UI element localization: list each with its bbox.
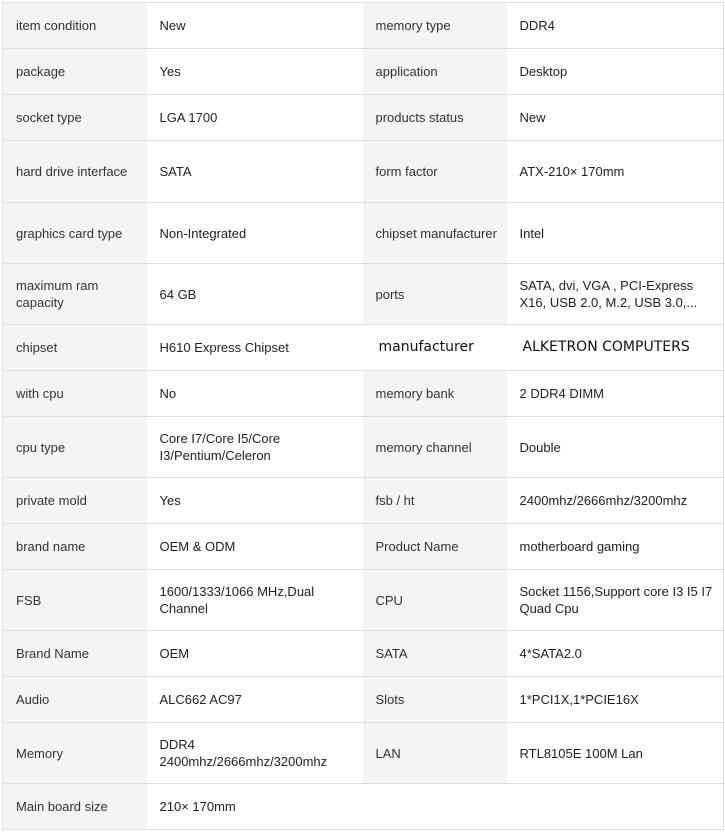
empty-cell	[507, 784, 724, 830]
spec-key: hard drive interface	[3, 141, 147, 203]
spec-key: manufacturer	[363, 325, 507, 371]
spec-key: Brand Name	[3, 631, 147, 677]
spec-key: Audio	[3, 677, 147, 723]
spec-value: 2400mhz/2666mhz/3200mhz	[507, 478, 724, 524]
table-row	[3, 478, 724, 524]
spec-value: 1*PCI1X,1*PCIE16X	[507, 677, 724, 723]
spec-key: form factor	[363, 141, 507, 203]
spec-table-body	[3, 3, 724, 830]
table-row	[3, 524, 724, 570]
spec-value: Intel	[507, 203, 724, 264]
spec-value: DDR4	[507, 3, 724, 49]
spec-value: 2 DDR4 DIMM	[507, 371, 724, 417]
spec-value: Yes	[147, 49, 363, 95]
spec-key: products status	[363, 95, 507, 141]
table-row	[3, 677, 724, 723]
spec-key: with cpu	[3, 371, 147, 417]
table-row	[3, 631, 724, 677]
spec-key: LAN	[363, 723, 507, 784]
spec-value: OEM & ODM	[147, 524, 363, 570]
spec-value: motherboard gaming	[507, 524, 724, 570]
spec-key: application	[363, 49, 507, 95]
spec-value: No	[147, 371, 363, 417]
table-row	[3, 264, 724, 325]
spec-value: Socket 1156,Support core I3 I5 I7 Quad Cpu	[507, 570, 724, 631]
spec-value: ALKETRON COMPUTERS	[507, 325, 724, 371]
spec-key: socket type	[3, 95, 147, 141]
spec-value: ALC662 AC97	[147, 677, 363, 723]
spec-key: cpu type	[3, 417, 147, 478]
spec-value: LGA 1700	[147, 95, 363, 141]
spec-value: SATA	[147, 141, 363, 203]
spec-key: maximum ram capacity	[3, 264, 147, 325]
spec-key: package	[3, 49, 147, 95]
spec-key: FSB	[3, 570, 147, 631]
spec-value: 4*SATA2.0	[507, 631, 724, 677]
spec-value: SATA, dvi, VGA , PCI-Express X16, USB 2.0, M.2, USB 3.0,...	[507, 264, 724, 325]
spec-key: ports	[363, 264, 507, 325]
table-row	[3, 570, 724, 631]
spec-table	[2, 2, 724, 830]
spec-key: CPU	[363, 570, 507, 631]
spec-key: chipset	[3, 325, 147, 371]
table-row	[3, 3, 724, 49]
spec-value: Non-Integrated	[147, 203, 363, 264]
table-row	[3, 141, 724, 203]
spec-value: H610 Express Chipset	[147, 325, 363, 371]
table-row	[3, 95, 724, 141]
table-row	[3, 203, 724, 264]
spec-value: New	[507, 95, 724, 141]
spec-key: SATA	[363, 631, 507, 677]
spec-key: fsb / ht	[363, 478, 507, 524]
spec-value: Yes	[147, 478, 363, 524]
spec-value: RTL8105E 100M Lan	[507, 723, 724, 784]
table-row	[3, 371, 724, 417]
spec-value: Double	[507, 417, 724, 478]
empty-cell	[363, 784, 507, 830]
spec-key: graphics card type	[3, 203, 147, 264]
spec-key: chipset manufacturer	[363, 203, 507, 264]
table-row	[3, 784, 724, 830]
spec-value: ATX-210× 170mm	[507, 141, 724, 203]
spec-key: Product Name	[363, 524, 507, 570]
spec-value: 1600/1333/1066 MHz,Dual Channel	[147, 570, 363, 631]
spec-key: private mold	[3, 478, 147, 524]
spec-key: memory bank	[363, 371, 507, 417]
spec-value: 64 GB	[147, 264, 363, 325]
spec-key: Main board size	[3, 784, 147, 830]
spec-value: New	[147, 3, 363, 49]
table-row	[3, 723, 724, 784]
spec-key: item condition	[3, 3, 147, 49]
table-row	[3, 49, 724, 95]
table-row	[3, 325, 724, 371]
spec-key: Slots	[363, 677, 507, 723]
spec-key: brand name	[3, 524, 147, 570]
spec-value: DDR4 2400mhz/2666mhz/3200mhz	[147, 723, 363, 784]
table-row	[3, 417, 724, 478]
spec-value: Desktop	[507, 49, 724, 95]
spec-value: Core I7/Core I5/Core I3/Pentium/Celeron	[147, 417, 363, 478]
spec-value: OEM	[147, 631, 363, 677]
spec-value: 210× 170mm	[147, 784, 363, 830]
spec-key: memory channel	[363, 417, 507, 478]
spec-key: Memory	[3, 723, 147, 784]
spec-key: memory type	[363, 3, 507, 49]
